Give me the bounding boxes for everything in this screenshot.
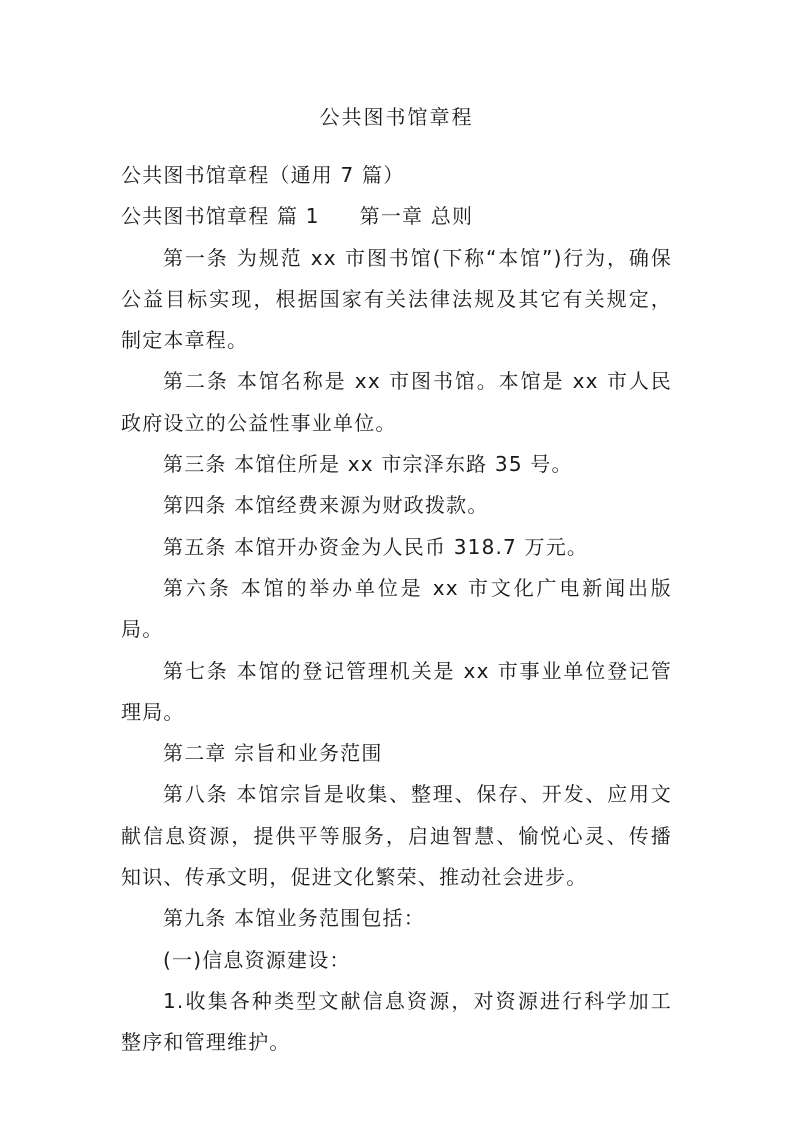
article-2: 第二条 本馆名称是 xx 市图书馆。本馆是 xx 市人民政府设立的公益性事业单位。	[121, 369, 672, 435]
part-heading-label: 公共图书馆章程 篇 1	[121, 204, 320, 229]
document-subtitle: 公共图书馆章程（通用 7 篇）	[121, 163, 405, 187]
article-8: 第八条 本馆宗旨是收集、整理、保存、开发、应用文献信息资源，提供平等服务，启迪智慧、愉悦心灵、传播知识、传承文明，促进文化繁荣、推动社会进步。	[121, 782, 672, 890]
article-7: 第七条 本馆的登记管理机关是 xx 市事业单位登记管理局。	[121, 658, 672, 724]
section-heading-1: (一)信息资源建设：	[163, 947, 351, 972]
document-body	[121, 155, 672, 1064]
article-6: 第六条 本馆的举办单位是 xx 市文化广电新闻出版局。	[121, 575, 672, 642]
chapter-heading-2: 第二章 宗旨和业务范围	[163, 741, 383, 766]
article-3: 第三条 本馆住所是 xx 市宗泽东路 35 号。	[163, 452, 573, 477]
article-5: 第五条 本馆开办资金为人民币 318.7 万元。	[163, 534, 589, 559]
document-title: 公共图书馆章程	[319, 105, 474, 129]
article-1: 第一条 为规范 xx 市图书馆(下称“本馆”)行为，确保公益目标实现，根据国家有关法律法规及其它有关规定，制定本章程。	[121, 245, 672, 353]
article-9: 第九条 本馆业务范围包括：	[163, 906, 425, 931]
chapter-heading-1: 第一章 总则	[359, 204, 474, 229]
list-item-1: 1.收集各种类型文献信息资源，对资源进行科学加工整序和管理维护。	[121, 988, 672, 1055]
part-heading	[121, 196, 672, 237]
article-4: 第四条 本馆经费来源为财政拨款。	[163, 493, 489, 518]
